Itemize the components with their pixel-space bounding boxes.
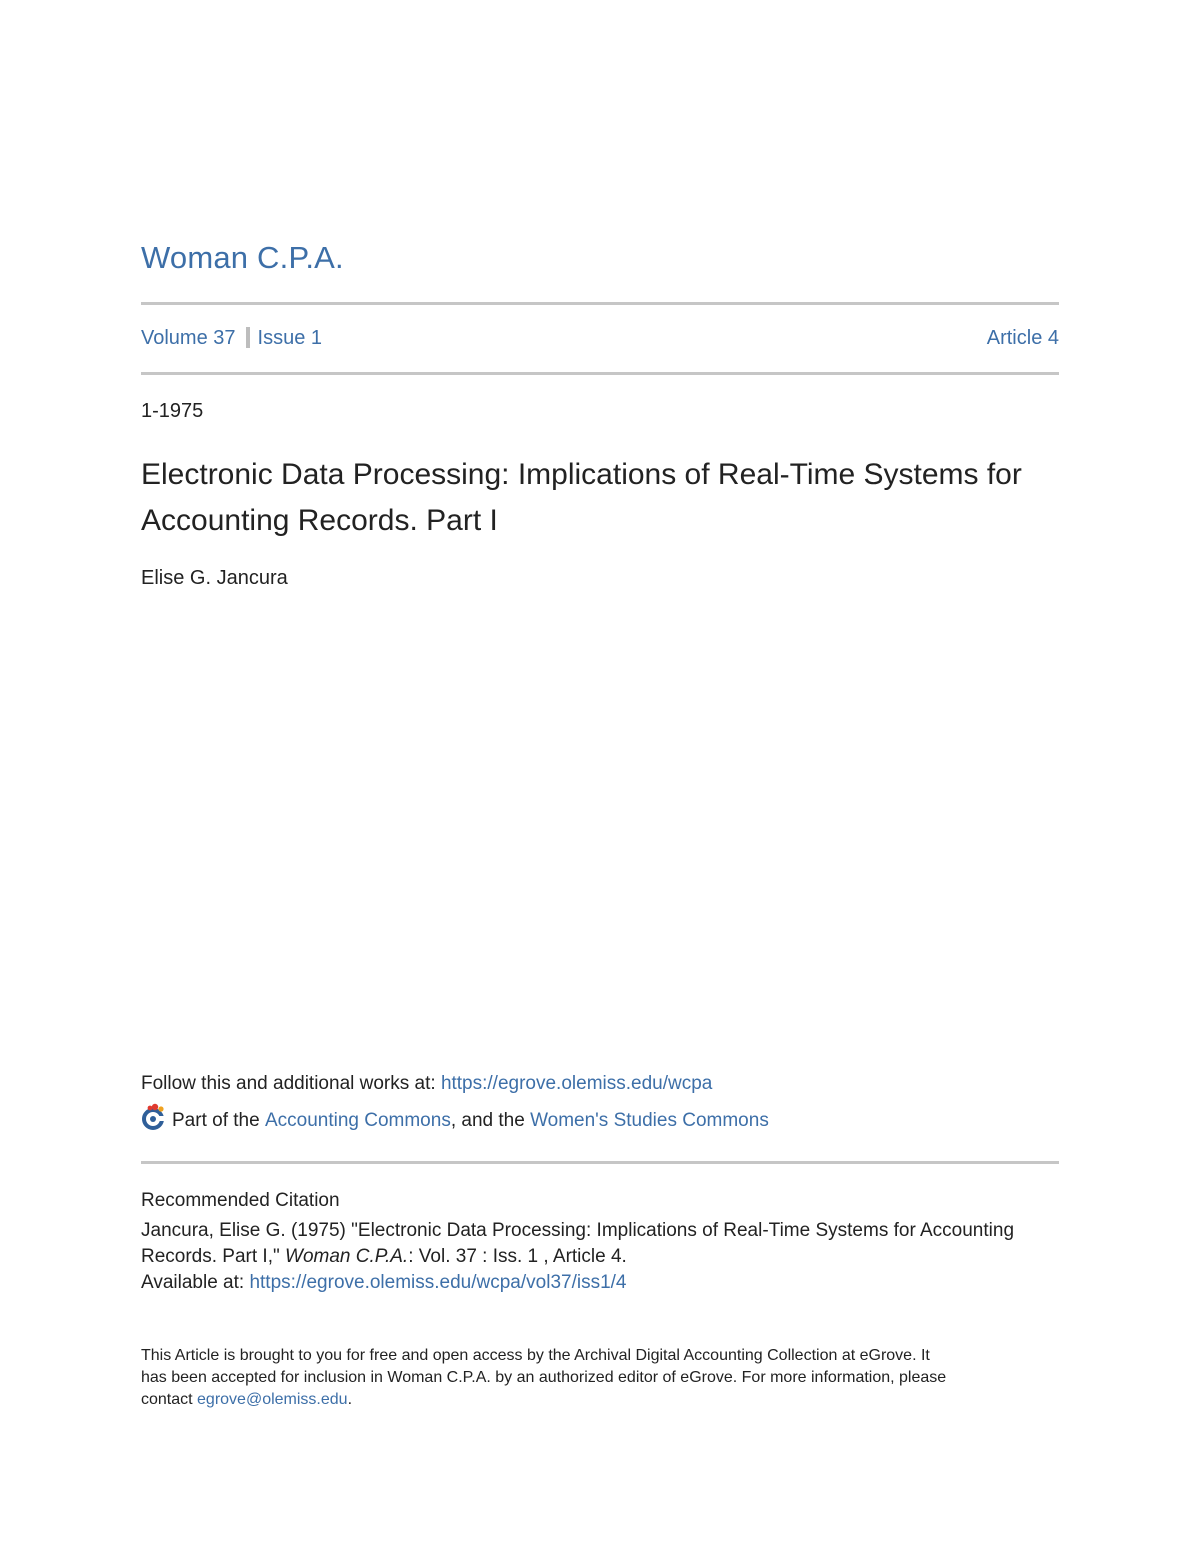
follow-line [141,1073,712,1095]
part-of-middle: , and the [450,1110,531,1131]
citation-block [141,1218,1059,1296]
citation-line-2 [141,1244,1059,1270]
article-url-link[interactable]: https://egrove.olemiss.edu/wcpa/vol37/iss1/4 [249,1272,627,1293]
contact-suffix: . [347,1391,353,1408]
citation-line-2-prefix: Records. Part I," [141,1246,286,1267]
issue-link[interactable]: Issue 1 [257,327,322,349]
article-author: Elise G. Jancura [141,567,288,589]
contact-prefix: contact [141,1391,198,1408]
access-note-line-1: This Article is brought to you for free and open access by the Archival Digital Accounting Collection at eGrove. It [141,1347,930,1364]
citation-journal-name: Woman C.P.A. [285,1246,409,1267]
citation-line-2-suffix: : Vol. 37 : Iss. 1 , Article 4. [408,1246,627,1267]
article-title: Electronic Data Processing: Implications of Real-Time Systems for Accounting Records. Part I [141,458,1022,537]
divider-top [141,302,1059,305]
volume-issue-separator [246,327,250,348]
accounting-commons-link[interactable]: Accounting Commons [264,1110,451,1131]
citation-available-line [141,1270,1059,1296]
journal-title-link[interactable]: Woman C.P.A. [141,240,344,275]
volume-link[interactable]: Volume 37 [141,327,236,349]
contact-email-link[interactable]: egrove@olemiss.edu [197,1391,348,1408]
access-note-line-3 [141,1389,1041,1411]
access-note [141,1345,1041,1411]
volume-issue-row [141,327,1059,350]
part-of-line [141,1110,769,1132]
recommended-citation-heading: Recommended Citation [141,1190,340,1211]
divider-middle [141,372,1059,375]
available-label: Available at: [141,1272,250,1293]
cover-page [141,0,1059,1553]
citation-line-1: Jancura, Elise G. (1975) "Electronic Data Processing: Implications of Real-Time Systems for Accounting [141,1220,1015,1241]
womens-studies-commons-link[interactable]: Women's Studies Commons [530,1110,769,1131]
article-number-link[interactable]: Article 4 [986,327,1059,349]
follow-url-link[interactable]: https://egrove.olemiss.edu/wcpa [440,1073,713,1094]
divider-bottom [141,1161,1059,1164]
follow-text: Follow this and additional works at: [141,1073,441,1094]
commons-network-icon [141,1102,167,1132]
part-of-prefix: Part of the [172,1110,265,1131]
publication-date: 1-1975 [141,400,204,422]
access-note-line-2: has been accepted for inclusion in Woman C.P.A. by an authorized editor of eGrove. For more information, please [141,1369,947,1386]
